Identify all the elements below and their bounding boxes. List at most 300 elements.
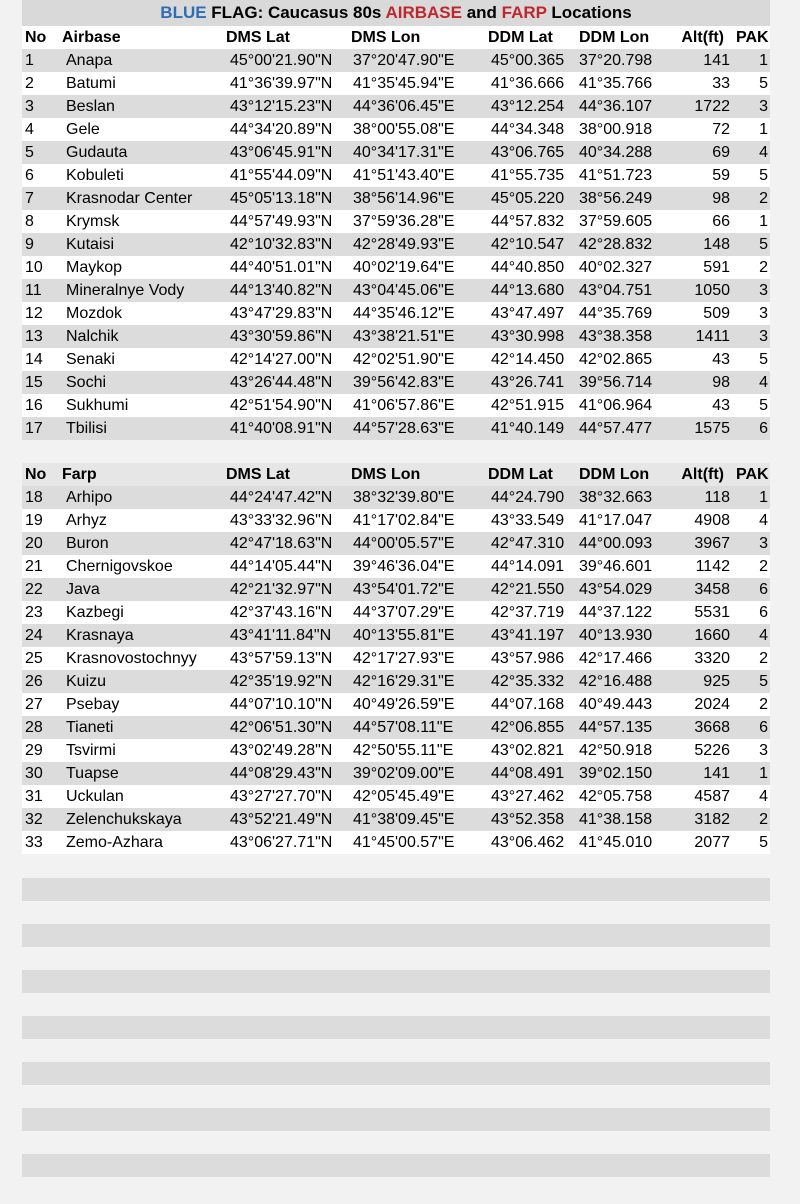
airbase-table xyxy=(22,26,770,440)
cell-ddm-lon: 41°51.723 xyxy=(579,167,653,184)
cell-name: Krasnovostochnyy xyxy=(66,650,197,667)
cell-number: 11 xyxy=(25,282,42,299)
table-row xyxy=(22,95,770,118)
table-row xyxy=(22,302,770,325)
cell-ddm-lat: 41°36.666 xyxy=(491,75,565,92)
cell-pak: 2 xyxy=(759,259,768,276)
cell-pak: 3 xyxy=(759,282,768,299)
cell-dms-lon: 44°57'28.63"E xyxy=(353,420,455,437)
cell-pak: 1 xyxy=(759,765,768,782)
cell-ddm-lat: 45°05.220 xyxy=(491,190,565,207)
cell-dms-lat: 42°37'43.16"N xyxy=(230,604,333,621)
cell-dms-lat: 44°14'05.44"N xyxy=(230,558,333,575)
empty-row xyxy=(22,1062,770,1085)
cell-dms-lon: 40°49'26.59"E xyxy=(353,696,455,713)
cell-altitude: 1575 xyxy=(694,420,730,437)
table-row xyxy=(22,716,770,739)
cell-altitude: 1142 xyxy=(695,558,730,575)
cell-ddm-lat: 42°51.915 xyxy=(491,397,565,414)
cell-pak: 4 xyxy=(759,374,768,391)
cell-number: 15 xyxy=(25,374,43,391)
cell-name: Arhipo xyxy=(66,489,113,506)
cell-dms-lat: 41°55'44.09"N xyxy=(230,167,333,184)
empty-row xyxy=(22,1108,770,1131)
column-header-pak: PAK xyxy=(736,29,769,46)
cell-dms-lon: 38°00'55.08"E xyxy=(353,121,455,138)
cell-pak: 4 xyxy=(759,788,768,805)
table-row xyxy=(22,187,770,210)
cell-pak: 5 xyxy=(759,236,768,253)
cell-ddm-lon: 39°46.601 xyxy=(579,558,653,575)
cell-number: 10 xyxy=(25,259,43,276)
cell-altitude: 118 xyxy=(704,489,730,506)
cell-dms-lat: 44°40'51.01"N xyxy=(230,259,333,276)
cell-dms-lat: 43°41'11.84"N xyxy=(230,627,332,644)
table-row xyxy=(22,256,770,279)
cell-pak: 5 xyxy=(759,167,768,184)
empty-row xyxy=(22,947,770,970)
cell-pak: 1 xyxy=(759,213,768,230)
cell-ddm-lon: 38°56.249 xyxy=(579,190,653,207)
cell-dms-lat: 43°06'45.91"N xyxy=(230,144,333,161)
cell-ddm-lat: 41°40.149 xyxy=(491,420,565,437)
cell-name: Buron xyxy=(66,535,109,552)
cell-dms-lon: 42°02'51.90"E xyxy=(353,351,455,368)
cell-ddm-lon: 41°17.047 xyxy=(579,512,653,529)
cell-altitude: 3668 xyxy=(694,719,730,736)
cell-dms-lon: 44°00'05.57"E xyxy=(353,535,455,552)
table-row xyxy=(22,164,770,187)
table-row xyxy=(22,808,770,831)
cell-ddm-lon: 44°36.107 xyxy=(579,98,653,115)
cell-name: Krymsk xyxy=(66,213,120,230)
table-row xyxy=(22,486,770,509)
cell-number: 29 xyxy=(25,742,43,759)
cell-dms-lon: 42°05'45.49"E xyxy=(353,788,455,805)
cell-pak: 2 xyxy=(759,190,768,207)
table-row xyxy=(22,762,770,785)
cell-number: 33 xyxy=(25,834,43,851)
empty-row xyxy=(22,901,770,924)
cell-ddm-lat: 45°00.365 xyxy=(491,52,565,69)
cell-ddm-lon: 41°38.158 xyxy=(579,811,653,828)
cell-altitude: 33 xyxy=(712,75,730,92)
cell-ddm-lon: 42°02.865 xyxy=(579,351,653,368)
cell-ddm-lat: 42°14.450 xyxy=(491,351,565,368)
table-row xyxy=(22,670,770,693)
table-row xyxy=(22,785,770,808)
cell-ddm-lat: 42°35.332 xyxy=(491,673,565,690)
cell-ddm-lat: 42°21.550 xyxy=(491,581,565,598)
cell-ddm-lon: 44°37.122 xyxy=(579,604,653,621)
cell-number: 23 xyxy=(25,604,43,621)
cell-pak: 1 xyxy=(759,489,768,506)
cell-ddm-lat: 44°08.491 xyxy=(491,765,565,782)
page-title xyxy=(22,0,770,26)
table-row xyxy=(22,831,770,854)
cell-ddm-lat: 43°02.821 xyxy=(491,742,565,759)
cell-dms-lat: 43°27'27.70"N xyxy=(230,788,333,805)
cell-altitude: 98 xyxy=(712,190,730,207)
cell-ddm-lon: 42°05.758 xyxy=(579,788,653,805)
cell-dms-lat: 42°14'27.00"N xyxy=(230,351,333,368)
cell-name: Tianeti xyxy=(66,719,114,736)
cell-dms-lon: 44°36'06.45"E xyxy=(353,98,455,115)
cell-dms-lon: 43°04'45.06"E xyxy=(353,282,455,299)
cell-ddm-lon: 44°00.093 xyxy=(579,535,653,552)
column-header-altitude: Alt(ft) xyxy=(681,29,724,46)
cell-pak: 2 xyxy=(759,558,768,575)
table-row xyxy=(22,578,770,601)
cell-number: 24 xyxy=(25,627,43,644)
column-header-ddm-lon: DDM Lon xyxy=(579,29,650,46)
cell-dms-lon: 39°02'09.00"E xyxy=(353,765,455,782)
cell-number: 1 xyxy=(25,52,34,69)
cell-ddm-lon: 37°59.605 xyxy=(579,213,653,230)
cell-dms-lat: 44°24'47.42"N xyxy=(230,489,333,506)
cell-pak: 4 xyxy=(759,144,768,161)
cell-dms-lat: 43°02'49.28"N xyxy=(230,742,333,759)
cell-dms-lat: 42°35'19.92"N xyxy=(230,673,333,690)
cell-ddm-lon: 41°35.766 xyxy=(579,75,653,92)
cell-pak: 5 xyxy=(759,834,768,851)
table-row xyxy=(22,394,770,417)
cell-number: 4 xyxy=(25,121,34,138)
cell-pak: 4 xyxy=(759,627,768,644)
cell-ddm-lat: 41°55.735 xyxy=(491,167,565,184)
cell-name: Tsvirmi xyxy=(66,742,116,759)
table-row xyxy=(22,210,770,233)
column-header-pak: PAK xyxy=(736,466,769,483)
table-row xyxy=(22,348,770,371)
empty-row xyxy=(22,1131,770,1154)
cell-name: Batumi xyxy=(66,75,116,92)
table-row xyxy=(22,279,770,302)
column-header-number: No xyxy=(25,29,47,46)
cell-ddm-lat: 44°14.091 xyxy=(491,558,565,575)
cell-name: Tuapse xyxy=(66,765,119,782)
cell-altitude: 1050 xyxy=(694,282,730,299)
cell-pak: 3 xyxy=(759,305,768,322)
cell-ddm-lon: 43°04.751 xyxy=(579,282,653,299)
cell-altitude: 3182 xyxy=(694,811,730,828)
cell-name: Mineralnye Vody xyxy=(66,282,185,299)
cell-pak: 5 xyxy=(759,75,768,92)
cell-dms-lon: 41°45'00.57"E xyxy=(353,834,455,851)
cell-number: 8 xyxy=(25,213,34,230)
cell-name: Zelenchukskaya xyxy=(66,811,182,828)
cell-ddm-lat: 44°24.790 xyxy=(491,489,565,506)
cell-number: 13 xyxy=(25,328,43,345)
cell-name: Kobuleti xyxy=(66,167,124,184)
cell-dms-lat: 42°06'51.30"N xyxy=(230,719,333,736)
cell-pak: 2 xyxy=(759,811,768,828)
cell-ddm-lat: 43°06.765 xyxy=(491,144,565,161)
cell-altitude: 4908 xyxy=(694,512,730,529)
cell-number: 31 xyxy=(25,788,43,805)
cell-ddm-lat: 43°30.998 xyxy=(491,328,565,345)
cell-number: 5 xyxy=(25,144,34,161)
cell-ddm-lat: 43°12.254 xyxy=(491,98,565,115)
cell-name: Kutaisi xyxy=(66,236,115,253)
cell-dms-lon: 40°34'17.31"E xyxy=(353,144,455,161)
cell-ddm-lon: 44°57.135 xyxy=(579,719,653,736)
cell-ddm-lon: 42°16.488 xyxy=(579,673,653,690)
cell-name: Zemo-Azhara xyxy=(66,834,163,851)
cell-number: 20 xyxy=(25,535,43,552)
cell-altitude: 1411 xyxy=(695,328,730,345)
title-farp: FARP xyxy=(501,3,547,22)
cell-pak: 5 xyxy=(759,397,768,414)
cell-name: Krasnodar Center xyxy=(66,190,193,207)
cell-dms-lat: 43°30'59.86"N xyxy=(230,328,333,345)
cell-dms-lat: 43°26'44.48"N xyxy=(230,374,333,391)
cell-ddm-lat: 43°06.462 xyxy=(491,834,565,851)
table-row xyxy=(22,325,770,348)
cell-name: Gele xyxy=(66,121,100,138)
cell-altitude: 98 xyxy=(712,374,730,391)
cell-name: Arhyz xyxy=(66,512,107,529)
empty-row xyxy=(22,1039,770,1062)
cell-dms-lon: 42°28'49.93"E xyxy=(353,236,455,253)
table-row xyxy=(22,555,770,578)
cell-name: Anapa xyxy=(66,52,113,69)
cell-pak: 3 xyxy=(759,98,768,115)
cell-number: 18 xyxy=(25,489,43,506)
cell-ddm-lat: 43°33.549 xyxy=(491,512,565,529)
cell-ddm-lon: 40°49.443 xyxy=(579,696,653,713)
cell-ddm-lon: 39°02.150 xyxy=(579,765,653,782)
cell-ddm-lat: 44°13.680 xyxy=(491,282,565,299)
cell-dms-lon: 38°56'14.96"E xyxy=(353,190,455,207)
cell-ddm-lon: 38°32.663 xyxy=(579,489,653,506)
column-header-dms-lon: DMS Lon xyxy=(351,466,421,483)
cell-ddm-lat: 44°34.348 xyxy=(491,121,565,138)
header-row xyxy=(22,26,770,49)
cell-altitude: 43 xyxy=(712,397,730,414)
cell-number: 17 xyxy=(25,420,43,437)
cell-pak: 6 xyxy=(759,581,768,598)
cell-dms-lat: 42°51'54.90"N xyxy=(230,397,333,414)
cell-dms-lon: 44°37'07.29"E xyxy=(353,604,455,621)
cell-dms-lon: 37°20'47.90"E xyxy=(353,52,455,69)
title-blue: BLUE xyxy=(160,3,207,22)
cell-number: 9 xyxy=(25,236,34,253)
cell-ddm-lon: 44°57.477 xyxy=(579,420,653,437)
cell-dms-lon: 43°54'01.72"E xyxy=(353,581,455,598)
cell-pak: 3 xyxy=(759,328,768,345)
title-locations: Locations xyxy=(546,3,632,22)
cell-number: 14 xyxy=(25,351,43,368)
empty-row xyxy=(22,993,770,1016)
cell-ddm-lat: 43°52.358 xyxy=(491,811,565,828)
cell-number: 12 xyxy=(25,305,43,322)
table-row xyxy=(22,532,770,555)
header-row xyxy=(22,463,770,486)
cell-ddm-lon: 44°35.769 xyxy=(579,305,653,322)
cell-dms-lat: 45°00'21.90"N xyxy=(230,52,333,69)
cell-dms-lon: 41°38'09.45"E xyxy=(353,811,455,828)
cell-name: Krasnaya xyxy=(66,627,134,644)
cell-name: Sukhumi xyxy=(66,397,129,414)
cell-altitude: 2024 xyxy=(694,696,730,713)
table-row xyxy=(22,371,770,394)
empty-row xyxy=(22,924,770,947)
column-header-dms-lat: DMS Lat xyxy=(226,29,290,46)
cell-altitude: 1660 xyxy=(694,627,730,644)
table-row xyxy=(22,647,770,670)
cell-altitude: 591 xyxy=(703,259,730,276)
cell-dms-lon: 39°46'36.04"E xyxy=(353,558,455,575)
empty-row xyxy=(22,1085,770,1108)
cell-dms-lat: 43°12'15.23"N xyxy=(230,98,333,115)
cell-ddm-lat: 44°07.168 xyxy=(491,696,565,713)
title-airbase: AIRBASE xyxy=(385,3,462,22)
cell-pak: 5 xyxy=(759,351,768,368)
cell-number: 21 xyxy=(25,558,43,575)
cell-name: Kazbegi xyxy=(66,604,124,621)
cell-ddm-lon: 42°28.832 xyxy=(579,236,653,253)
cell-dms-lon: 43°38'21.51"E xyxy=(353,328,455,345)
cell-dms-lat: 42°21'32.97"N xyxy=(230,581,333,598)
cell-altitude: 148 xyxy=(703,236,730,253)
cell-name: Tbilisi xyxy=(66,420,107,437)
empty-banded-rows xyxy=(22,878,770,1177)
cell-ddm-lon: 41°45.010 xyxy=(579,834,653,851)
cell-ddm-lat: 42°06.855 xyxy=(491,719,565,736)
cell-number: 32 xyxy=(25,811,43,828)
cell-altitude: 141 xyxy=(703,765,730,782)
farp-table xyxy=(22,463,770,854)
cell-altitude: 3320 xyxy=(694,650,730,667)
cell-dms-lon: 37°59'36.28"E xyxy=(353,213,455,230)
cell-dms-lon: 44°57'08.11"E xyxy=(353,719,454,736)
cell-number: 26 xyxy=(25,673,43,690)
cell-number: 3 xyxy=(25,98,34,115)
column-header-altitude: Alt(ft) xyxy=(681,466,724,483)
cell-ddm-lat: 42°47.310 xyxy=(491,535,565,552)
cell-dms-lon: 42°16'29.31"E xyxy=(353,673,455,690)
cell-dms-lat: 44°57'49.93"N xyxy=(230,213,333,230)
cell-ddm-lon: 40°34.288 xyxy=(579,144,653,161)
cell-dms-lat: 43°33'32.96"N xyxy=(230,512,333,529)
cell-dms-lon: 44°35'46.12"E xyxy=(353,305,455,322)
cell-number: 27 xyxy=(25,696,43,713)
cell-pak: 3 xyxy=(759,535,768,552)
cell-dms-lon: 41°35'45.94"E xyxy=(353,75,455,92)
cell-pak: 6 xyxy=(759,604,768,621)
cell-number: 25 xyxy=(25,650,43,667)
title-flag: FLAG: Caucasus 80s xyxy=(206,3,386,22)
table-row xyxy=(22,49,770,72)
cell-pak: 6 xyxy=(759,420,768,437)
cell-altitude: 1722 xyxy=(694,98,730,115)
cell-ddm-lon: 37°20.798 xyxy=(579,52,653,69)
cell-pak: 1 xyxy=(759,52,768,69)
cell-number: 30 xyxy=(25,765,43,782)
cell-pak: 1 xyxy=(759,121,768,138)
title-and: and xyxy=(461,3,502,22)
cell-dms-lon: 41°06'57.86"E xyxy=(353,397,455,414)
column-header-dms-lat: DMS Lat xyxy=(226,466,290,483)
table-row xyxy=(22,141,770,164)
cell-ddm-lon: 39°56.714 xyxy=(579,374,653,391)
cell-pak: 3 xyxy=(759,742,768,759)
cell-number: 19 xyxy=(25,512,43,529)
cell-altitude: 59 xyxy=(712,167,730,184)
cell-number: 28 xyxy=(25,719,43,736)
cell-ddm-lat: 42°37.719 xyxy=(491,604,565,621)
cell-dms-lon: 41°17'02.84"E xyxy=(353,512,455,529)
empty-row xyxy=(22,878,770,901)
cell-number: 6 xyxy=(25,167,34,184)
cell-dms-lat: 44°13'40.82"N xyxy=(230,282,333,299)
cell-ddm-lon: 42°17.466 xyxy=(579,650,653,667)
cell-dms-lon: 39°56'42.83"E xyxy=(353,374,455,391)
cell-dms-lat: 43°47'29.83"N xyxy=(230,305,333,322)
cell-name: Chernigovskoe xyxy=(66,558,173,575)
cell-dms-lon: 40°02'19.64"E xyxy=(353,259,455,276)
cell-pak: 6 xyxy=(759,719,768,736)
cell-altitude: 5531 xyxy=(694,604,730,621)
cell-ddm-lat: 43°26.741 xyxy=(491,374,565,391)
cell-ddm-lat: 43°27.462 xyxy=(491,788,565,805)
cell-name: Maykop xyxy=(66,259,123,276)
cell-number: 2 xyxy=(25,75,34,92)
cell-ddm-lat: 44°40.850 xyxy=(491,259,565,276)
cell-name: Gudauta xyxy=(66,144,128,161)
cell-dms-lat: 44°07'10.10"N xyxy=(230,696,333,713)
table-row xyxy=(22,233,770,256)
cell-ddm-lon: 43°54.029 xyxy=(579,581,653,598)
cell-altitude: 72 xyxy=(712,121,730,138)
cell-dms-lon: 38°32'39.80"E xyxy=(353,489,455,506)
cell-dms-lon: 41°51'43.40"E xyxy=(353,167,455,184)
cell-pak: 4 xyxy=(759,512,768,529)
empty-row xyxy=(22,1016,770,1039)
cell-dms-lat: 45°05'13.18"N xyxy=(230,190,333,207)
cell-dms-lon: 42°50'55.11"E xyxy=(353,742,454,759)
column-header-ddm-lat: DDM Lat xyxy=(488,466,553,483)
table-row xyxy=(22,624,770,647)
table-row xyxy=(22,693,770,716)
cell-name: Uckulan xyxy=(66,788,124,805)
table-row xyxy=(22,118,770,141)
column-header-name: Farp xyxy=(62,466,97,483)
table-row xyxy=(22,601,770,624)
column-header-name: Airbase xyxy=(62,29,121,46)
cell-ddm-lat: 43°47.497 xyxy=(491,305,565,322)
cell-ddm-lat: 43°57.986 xyxy=(491,650,565,667)
cell-number: 7 xyxy=(25,190,34,207)
cell-name: Sochi xyxy=(66,374,107,391)
cell-number: 22 xyxy=(25,581,43,598)
cell-ddm-lat: 42°10.547 xyxy=(491,236,565,253)
cell-altitude: 66 xyxy=(712,213,730,230)
table-row xyxy=(22,72,770,95)
cell-pak: 5 xyxy=(759,673,768,690)
cell-dms-lat: 43°52'21.49"N xyxy=(230,811,333,828)
cell-altitude: 3967 xyxy=(694,535,730,552)
cell-dms-lat: 43°06'27.71"N xyxy=(230,834,333,851)
cell-name: Psebay xyxy=(66,696,120,713)
cell-dms-lat: 44°08'29.43"N xyxy=(230,765,333,782)
cell-ddm-lon: 42°50.918 xyxy=(579,742,653,759)
cell-altitude: 43 xyxy=(712,351,730,368)
cell-altitude: 4587 xyxy=(694,788,730,805)
cell-name: Beslan xyxy=(66,98,115,115)
empty-row xyxy=(22,1154,770,1177)
